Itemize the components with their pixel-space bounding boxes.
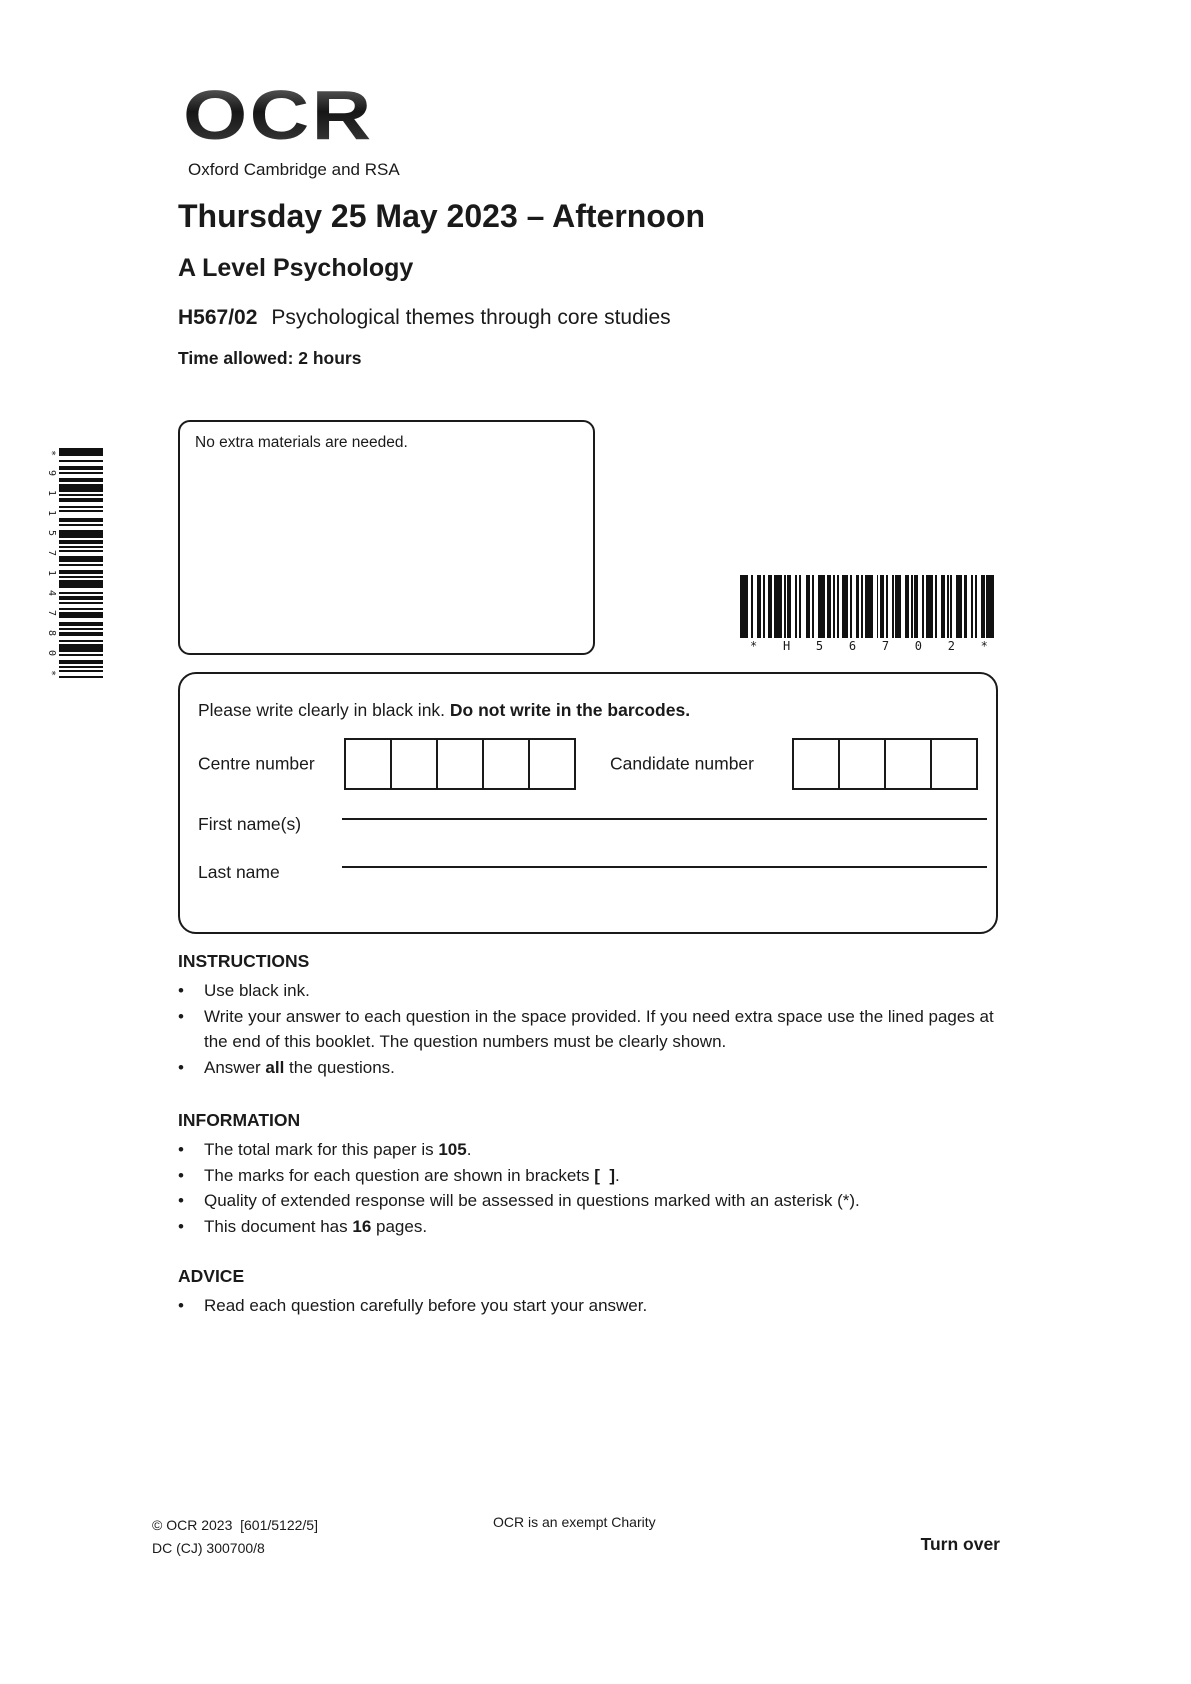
bullet-item: • Use black ink.: [178, 978, 1003, 1004]
footer-copyright: © OCR 2023 [601/5122/5]: [152, 1517, 318, 1533]
footer-imprint: [152, 1514, 318, 1560]
bullet-icon: •: [178, 981, 184, 1000]
information-section: [178, 1110, 1003, 1239]
bullet-item: • Read each question carefully before you start your answer.: [178, 1293, 1003, 1319]
number-cell[interactable]: [436, 738, 484, 790]
bullet-icon: •: [178, 1296, 184, 1315]
number-cell[interactable]: [930, 738, 978, 790]
ocr-logo: OCR: [183, 76, 374, 154]
advice-heading: ADVICE: [178, 1266, 245, 1286]
vertical-barcode: [44, 448, 103, 678]
horizontal-barcode-text: * H 5 6 7 0 2 *: [750, 639, 988, 653]
number-row: [180, 738, 996, 790]
paper-title: Psychological themes through core studies: [271, 306, 671, 329]
candidate-number-grid: [792, 738, 978, 790]
candidate-number-label: Candidate number: [610, 753, 754, 774]
paper-code-line: [178, 306, 671, 330]
bullet-item: • The marks for each question are shown in brackets [ ].: [178, 1163, 1003, 1189]
number-cell[interactable]: [528, 738, 576, 790]
candidate-details-box: [178, 672, 998, 934]
qualification-title: A Level Psychology: [178, 254, 414, 282]
advice-list: [178, 1293, 1003, 1319]
number-cell[interactable]: [884, 738, 932, 790]
bullet-icon: •: [178, 1057, 184, 1077]
centre-number-grid: [344, 738, 576, 790]
exam-date-title: Thursday 25 May 2023 – Afternoon: [178, 198, 705, 234]
ocr-logo-subtitle: Oxford Cambridge and RSA: [188, 160, 400, 179]
ink-notice: Please write clearly in black ink. Do not write in the barcodes.: [198, 700, 691, 720]
bullet-icon: •: [178, 1165, 184, 1185]
bullet-icon: •: [178, 1006, 184, 1026]
advice-section: [178, 1266, 1003, 1319]
first-name-label: First name(s): [198, 814, 302, 834]
materials-text: No extra materials are needed.: [195, 434, 408, 451]
centre-number-label: Centre number: [198, 753, 315, 774]
bullet-icon: •: [178, 1191, 184, 1210]
number-cell[interactable]: [482, 738, 530, 790]
vertical-barcode-bars: [59, 448, 103, 678]
footer-charity: OCR is an exempt Charity: [493, 1514, 656, 1530]
bullet-item: • Write your answer to each question in the space provided. If you need extra space use the lined pages at the end of this booklet. The question numbers must be clearly shown.: [178, 1004, 1003, 1055]
instructions-heading: INSTRUCTIONS: [178, 951, 310, 971]
bullet-icon: •: [178, 1216, 184, 1236]
vertical-barcode-text: * 9 1 1 5 7 1 4 7 8 0 *: [46, 449, 58, 677]
footer-dc-code: DC (CJ) 300700/8: [152, 1540, 265, 1556]
time-allowed: Time allowed: 2 hours: [178, 348, 362, 368]
number-cell[interactable]: [390, 738, 438, 790]
bullet-item: • Quality of extended response will be assessed in questions marked with an asterisk (*).: [178, 1188, 1003, 1214]
instructions-list: [178, 978, 1003, 1080]
information-heading: INFORMATION: [178, 1110, 301, 1130]
information-list: [178, 1137, 1003, 1239]
horizontal-barcode: [740, 575, 998, 653]
turn-over-label: Turn over: [920, 1534, 1000, 1554]
number-cell[interactable]: [344, 738, 392, 790]
bullet-item: • Answer all the questions.: [178, 1055, 1003, 1081]
materials-box: [178, 420, 595, 655]
paper-code: H567/02: [178, 306, 258, 329]
last-name-field[interactable]: [342, 842, 987, 868]
horizontal-barcode-bars: [740, 575, 998, 638]
first-name-field[interactable]: [342, 794, 987, 820]
bullet-item: • The total mark for this paper is 105.: [178, 1137, 1003, 1163]
bullet-item: • This document has 16 pages.: [178, 1214, 1003, 1240]
number-cell[interactable]: [838, 738, 886, 790]
number-cell[interactable]: [792, 738, 840, 790]
instructions-section: [178, 951, 1003, 1080]
bullet-icon: •: [178, 1140, 184, 1159]
last-name-label: Last name: [198, 862, 280, 882]
